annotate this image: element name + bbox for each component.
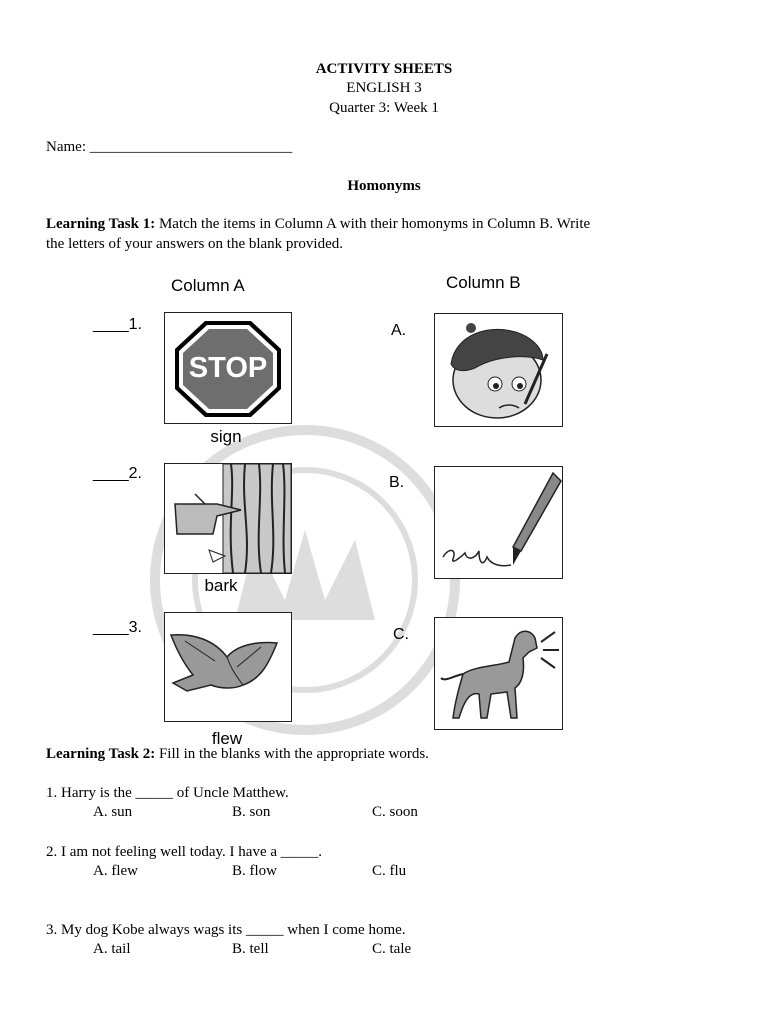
- item-number-3: 3.: [128, 619, 142, 636]
- q3-choice-c: C. tale: [372, 941, 412, 957]
- answer-blank-2: ____: [93, 465, 129, 482]
- section-title: Homonyms: [347, 178, 421, 194]
- task2-instruction: [46, 746, 429, 763]
- pen-signing-icon: [435, 467, 562, 578]
- item-number-2: 2.: [128, 465, 142, 482]
- question-1: 1. Harry is the _____ of Uncle Matthew.: [46, 785, 289, 801]
- sick-child-icon: [435, 314, 562, 426]
- q1-choice-c: C. soon: [372, 804, 418, 820]
- caption-bark: bark: [204, 576, 238, 595]
- flying-bird-image: [164, 612, 292, 722]
- flying-bird-icon: [165, 613, 291, 721]
- tree-bark-image: [164, 463, 292, 574]
- q2-choice-b: B. flow: [232, 863, 277, 879]
- task1-instruction-line2: the letters of your answers on the blank provided.: [46, 236, 344, 252]
- column-b-header: Column B: [446, 273, 521, 292]
- q3-choice-b: B. tell: [232, 941, 269, 957]
- name-label: Name:: [46, 139, 86, 155]
- task1-instruction: [46, 216, 736, 233]
- pen-signing-image: [434, 466, 563, 579]
- barking-dog-icon: [435, 618, 562, 729]
- q2-choice-c: C. flu: [372, 863, 407, 879]
- stop-sign-image: [164, 312, 292, 424]
- task2-label: Learning Task 2:: [46, 746, 156, 762]
- task2-instruction-text: Fill in the blanks with the appropriate words.: [155, 746, 429, 762]
- question-2: 2. I am not feeling well today. I have a _____.: [46, 844, 323, 860]
- barking-dog-image: [434, 617, 563, 730]
- answer-blank-3: ____: [93, 619, 129, 636]
- q2-choice-a: A. flew: [93, 863, 138, 879]
- column-b-letter-b: B.: [389, 474, 405, 491]
- sheet-quarter: Quarter 3: Week 1: [329, 100, 439, 116]
- column-a-item-2: [93, 465, 142, 483]
- column-a-header: Column A: [171, 276, 245, 295]
- sick-child-image: [434, 313, 563, 427]
- tree-bark-icon: [165, 464, 291, 573]
- task1-label: Learning Task 1:: [46, 216, 156, 232]
- stop-sign-icon: [165, 313, 291, 423]
- column-b-letter-a: A.: [391, 322, 407, 339]
- task1-instruction-line1: Match the items in Column A with their homonyms in Column B. Write: [155, 216, 591, 232]
- question-3: 3. My dog Kobe always wags its _____ when I come home.: [46, 922, 406, 938]
- q3-choice-a: A. tail: [93, 941, 131, 957]
- caption-sign: sign: [210, 427, 242, 446]
- q1-choice-a: A. sun: [93, 804, 133, 820]
- sheet-subject: ENGLISH 3: [346, 80, 422, 96]
- name-blank: ___________________________: [89, 139, 293, 155]
- caption-flew: flew: [211, 729, 243, 748]
- name-row: [46, 139, 292, 156]
- column-a-item-3: [93, 619, 142, 637]
- svg-text:STOP: STOP: [188, 352, 268, 384]
- q1-choice-b: B. son: [232, 804, 271, 820]
- column-a-item-1: [93, 316, 142, 334]
- sheet-title: ACTIVITY SHEETS: [315, 61, 453, 77]
- item-number-1: 1.: [128, 316, 142, 333]
- answer-blank-1: ____: [93, 316, 129, 333]
- column-b-letter-c: C.: [393, 626, 409, 643]
